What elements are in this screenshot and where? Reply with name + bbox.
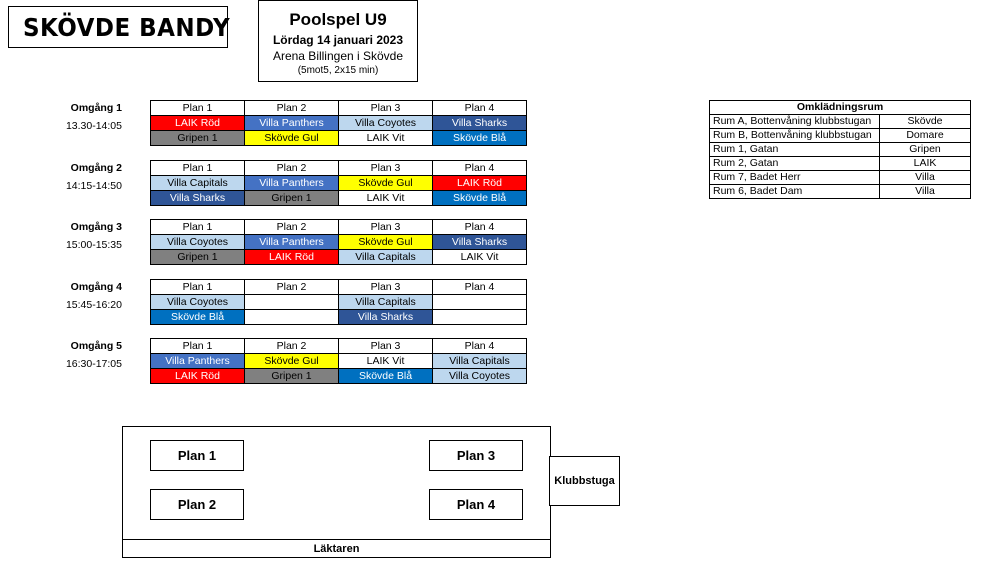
empty-cell (433, 295, 527, 310)
round-time: 13.30-14:05 (65, 120, 122, 132)
room-name: Rum 2, Gatan (710, 157, 880, 171)
team-cell: Villa Sharks (433, 235, 527, 250)
field-header: Plan 2 (245, 339, 339, 354)
team-cell: Gripen 1 (245, 369, 339, 384)
room-row (710, 129, 971, 143)
round-grid (150, 100, 527, 146)
event-title: Poolspel U9 (289, 10, 387, 29)
team-cell: Villa Sharks (433, 116, 527, 131)
match-row (151, 295, 527, 310)
field-header: Plan 3 (339, 339, 433, 354)
team-cell: Villa Capitals (339, 250, 433, 265)
event-venue: Arena Billingen i Skövde (272, 49, 404, 63)
room-name: Rum 7, Badet Herr (710, 171, 880, 185)
team-cell: LAIK Vit (433, 250, 527, 265)
room-name: Rum B, Bottenvåning klubbstugan (710, 129, 880, 143)
team-cell: Villa Sharks (339, 310, 433, 325)
empty-cell (245, 310, 339, 325)
field-header: Plan 4 (433, 339, 527, 354)
team-cell: Villa Coyotes (151, 295, 245, 310)
field-header: Plan 4 (433, 220, 527, 235)
event-format: (5mot5, 2x15 min) (297, 65, 379, 76)
round-label (60, 340, 122, 370)
round-time: 14:15-14:50 (65, 180, 122, 192)
team-cell: LAIK Röd (151, 369, 245, 384)
field-header: Plan 4 (433, 280, 527, 295)
room-team: Villa (880, 185, 971, 199)
round-name: Omgång 2 (70, 162, 122, 174)
team-cell: LAIK Vit (339, 191, 433, 206)
field-header: Plan 1 (151, 280, 245, 295)
team-cell: Skövde Gul (245, 354, 339, 369)
room-row (710, 115, 971, 129)
team-cell: Villa Panthers (245, 235, 339, 250)
field-header: Plan 2 (245, 220, 339, 235)
round-name: Omgång 1 (70, 102, 122, 114)
team-cell: Villa Panthers (245, 116, 339, 131)
round-grid (150, 279, 527, 325)
team-cell: Villa Capitals (433, 354, 527, 369)
team-cell: Gripen 1 (151, 250, 245, 265)
match-row (151, 131, 527, 146)
team-cell: Villa Panthers (245, 176, 339, 191)
map-field-plan-3: Plan 3 (429, 440, 523, 471)
field-header: Plan 3 (339, 280, 433, 295)
event-title-box (258, 0, 418, 82)
team-cell: Gripen 1 (151, 131, 245, 146)
changing-rooms-title: Omklädningsrum (710, 101, 971, 115)
round-name: Omgång 3 (70, 221, 122, 233)
match-row (151, 176, 527, 191)
field-header: Plan 2 (245, 101, 339, 116)
room-name: Rum 1, Gatan (710, 143, 880, 157)
map-field-plan-1: Plan 1 (150, 440, 244, 471)
round-header-row (151, 339, 527, 354)
room-row (710, 143, 971, 157)
field-header: Plan 1 (151, 101, 245, 116)
empty-cell (433, 310, 527, 325)
field-header: Plan 3 (339, 101, 433, 116)
match-row (151, 191, 527, 206)
team-cell: LAIK Röd (151, 116, 245, 131)
empty-cell (245, 295, 339, 310)
field-header: Plan 3 (339, 161, 433, 176)
team-cell: Skövde Gul (339, 235, 433, 250)
field-header: Plan 3 (339, 220, 433, 235)
match-row (151, 250, 527, 265)
team-cell: Villa Panthers (151, 354, 245, 369)
team-cell: Skövde Blå (339, 369, 433, 384)
team-cell: Skövde Gul (339, 176, 433, 191)
event-date: Lördag 14 januari 2023 (272, 33, 404, 47)
team-cell: Skövde Blå (433, 131, 527, 146)
match-row (151, 235, 527, 250)
map-stand: Läktaren (122, 539, 551, 558)
team-cell: Villa Capitals (339, 295, 433, 310)
team-cell: Villa Coyotes (339, 116, 433, 131)
room-name: Rum A, Bottenvåning klubbstugan (710, 115, 880, 129)
field-header: Plan 1 (151, 220, 245, 235)
round-label (60, 102, 122, 132)
field-header: Plan 2 (245, 280, 339, 295)
match-row (151, 369, 527, 384)
round-time: 15:45-16:20 (65, 299, 122, 311)
team-cell: LAIK Röd (433, 176, 527, 191)
round-header-row (151, 280, 527, 295)
room-row (710, 185, 971, 199)
round-label (60, 281, 122, 311)
field-header: Plan 1 (151, 339, 245, 354)
round-name: Omgång 4 (70, 281, 122, 293)
room-team: Domare (880, 129, 971, 143)
club-logo (8, 6, 231, 48)
map-clubhouse: Klubbstuga (549, 456, 620, 506)
round-header-row (151, 220, 527, 235)
field-header: Plan 4 (433, 101, 527, 116)
room-team: Villa (880, 171, 971, 185)
team-cell: Skövde Gul (245, 131, 339, 146)
round-time: 15:00-15:35 (65, 239, 122, 251)
round-grid (150, 219, 527, 265)
round-label (60, 162, 122, 192)
team-cell: Gripen 1 (245, 191, 339, 206)
room-row (710, 171, 971, 185)
team-cell: Skövde Blå (151, 310, 245, 325)
match-row (151, 310, 527, 325)
room-name: Rum 6, Badet Dam (710, 185, 880, 199)
club-name: SKÖVDE BANDY (23, 12, 231, 42)
team-cell: LAIK Vit (339, 354, 433, 369)
room-row (710, 157, 971, 171)
field-header: Plan 2 (245, 161, 339, 176)
map-field-plan-2: Plan 2 (150, 489, 244, 520)
room-team: Skövde (880, 115, 971, 129)
team-cell: Villa Sharks (151, 191, 245, 206)
team-cell: Skövde Blå (433, 191, 527, 206)
changing-rooms-table (709, 100, 971, 199)
round-header-row (151, 101, 527, 116)
round-grid (150, 160, 527, 206)
room-team: LAIK (880, 157, 971, 171)
team-cell: Villa Coyotes (151, 235, 245, 250)
team-cell: Villa Capitals (151, 176, 245, 191)
round-label (60, 221, 122, 251)
map-field-plan-4: Plan 4 (429, 489, 523, 520)
round-name: Omgång 5 (70, 340, 122, 352)
field-header: Plan 4 (433, 161, 527, 176)
match-row (151, 116, 527, 131)
team-cell: LAIK Röd (245, 250, 339, 265)
team-cell: Villa Coyotes (433, 369, 527, 384)
round-time: 16:30-17:05 (65, 358, 122, 370)
round-header-row (151, 161, 527, 176)
field-header: Plan 1 (151, 161, 245, 176)
team-cell: LAIK Vit (339, 131, 433, 146)
room-team: Gripen (880, 143, 971, 157)
round-grid (150, 338, 527, 384)
match-row (151, 354, 527, 369)
